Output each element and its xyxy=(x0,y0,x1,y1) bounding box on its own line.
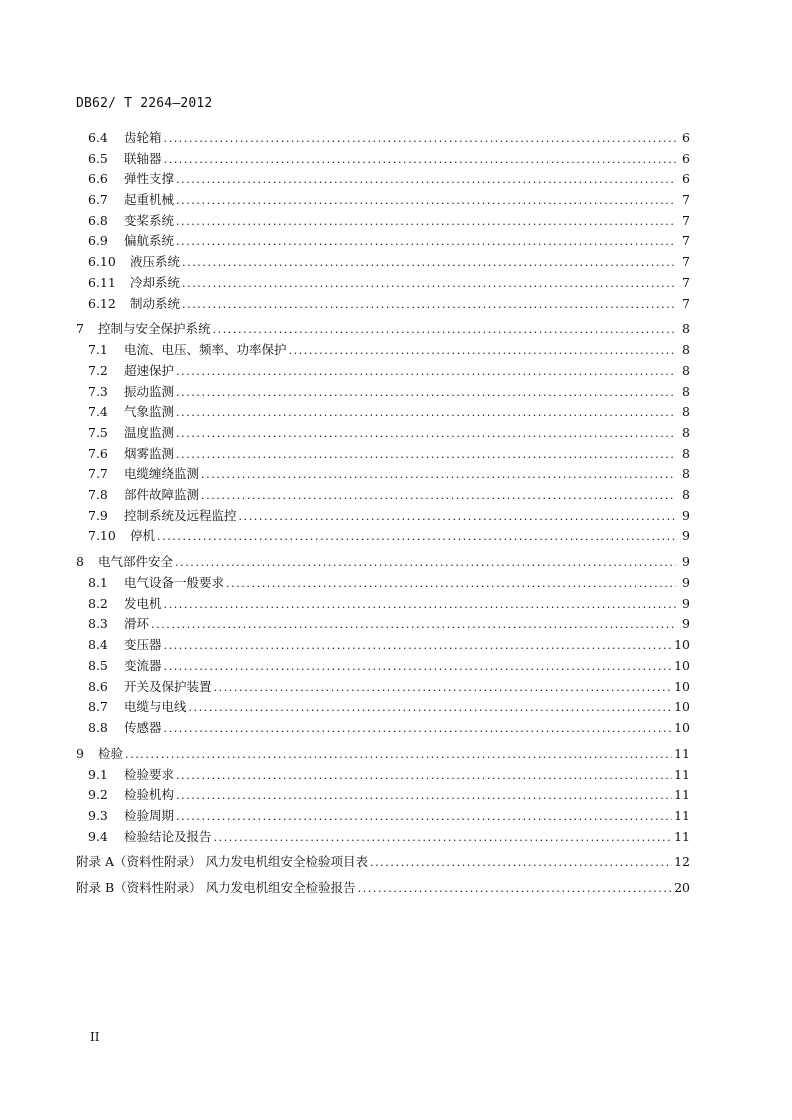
toc-entry-number: 6.12 xyxy=(88,295,116,311)
toc-leader-dots xyxy=(176,191,676,211)
toc-entry[interactable] xyxy=(76,273,690,294)
toc-entry-title: 起重机械 xyxy=(124,192,175,208)
toc-leader-dots xyxy=(358,879,672,899)
toc-entry-title: 电气设备一般要求 xyxy=(124,575,225,591)
toc-leader-dots xyxy=(370,853,672,873)
toc-entry[interactable] xyxy=(76,573,690,594)
toc-entry-number: 7.5 xyxy=(88,424,108,440)
toc-entry-title: 电缆与电线 xyxy=(124,699,187,715)
toc-entry-page: 7 xyxy=(682,233,690,249)
toc-entry-title: 检验结论及报告 xyxy=(124,828,212,844)
toc-entry-page: 8 xyxy=(682,342,690,358)
toc-leader-dots xyxy=(289,341,676,361)
toc-entry-page: 9 xyxy=(682,507,690,523)
toc-entry-number: 7.6 xyxy=(88,445,108,461)
toc-entry[interactable] xyxy=(76,149,690,170)
toc-entry[interactable] xyxy=(76,444,690,465)
toc-entry-number: 6.10 xyxy=(88,254,116,270)
toc-entry-title: 弹性支撑 xyxy=(124,171,175,187)
toc-leader-dots xyxy=(176,424,676,444)
toc-leader-dots xyxy=(182,274,676,294)
toc-entry-page: 6 xyxy=(682,150,690,166)
toc-leader-dots xyxy=(164,657,673,677)
toc-leader-dots xyxy=(176,786,672,806)
toc-leader-dots xyxy=(164,719,673,739)
toc-leader-dots xyxy=(226,574,676,594)
toc-entry-title: 传感器 xyxy=(124,719,162,735)
toc-entry[interactable] xyxy=(76,294,690,315)
toc-entry[interactable] xyxy=(76,526,690,547)
toc-entry-page: 9 xyxy=(682,616,690,632)
toc-entry-title: 滑环 xyxy=(124,616,150,632)
toc-entry-number: 6.9 xyxy=(88,233,108,249)
toc-entry-number: 8 xyxy=(76,554,84,570)
toc-entry-title: 停机 xyxy=(130,528,156,544)
toc-leader-dots xyxy=(176,383,676,403)
toc-entry-page: 7 xyxy=(682,212,690,228)
toc-entry[interactable] xyxy=(76,744,690,765)
toc-entry[interactable] xyxy=(76,464,690,485)
toc-entry[interactable] xyxy=(76,635,690,656)
toc-leader-dots xyxy=(213,320,676,340)
toc-appendix-entry[interactable] xyxy=(76,852,690,873)
toc-entry-page: 9 xyxy=(682,528,690,544)
toc-entry[interactable] xyxy=(76,361,690,382)
toc-entry-number: 8.2 xyxy=(88,595,108,611)
toc-leader-dots xyxy=(164,595,676,615)
toc-entry[interactable] xyxy=(76,552,690,573)
toc-entry-title: 偏航系统 xyxy=(124,233,175,249)
toc-entry-page: 8 xyxy=(682,466,690,482)
toc-entry-number: 6.4 xyxy=(88,130,108,145)
toc-entry-page: 8 xyxy=(682,487,690,502)
toc-entry-page: 10 xyxy=(674,637,690,653)
toc-leader-dots xyxy=(157,527,676,547)
toc-leader-dots xyxy=(151,615,676,635)
toc-entry-title: 控制与安全保护系统 xyxy=(98,321,211,337)
toc-entry[interactable] xyxy=(76,340,690,361)
toc-entry-number: 6.6 xyxy=(88,171,108,187)
toc-entry-title: 制动系统 xyxy=(130,295,181,311)
toc-entry-number: 7 xyxy=(76,321,84,337)
toc-entry-number: 8.3 xyxy=(88,616,108,632)
toc-entry-page: 10 xyxy=(674,719,690,735)
toc-entry[interactable] xyxy=(76,423,690,444)
toc-leader-dots xyxy=(239,507,676,527)
toc-entry-page: 8 xyxy=(682,321,690,337)
toc-entry[interactable] xyxy=(76,614,690,635)
toc-entry-title: 发电机 xyxy=(124,595,162,611)
toc-leader-dots xyxy=(176,212,676,232)
toc-entry-number: 7.10 xyxy=(88,528,116,544)
toc-entry-page: 8 xyxy=(682,404,690,420)
toc-entry-title: 电缆缠绕监测 xyxy=(124,466,200,482)
toc-entry[interactable] xyxy=(76,485,690,506)
toc-entry-number: 9 xyxy=(76,745,84,761)
toc-entry-page: 11 xyxy=(674,807,690,823)
toc-entry-page: 6 xyxy=(682,171,690,187)
toc-entry[interactable] xyxy=(76,231,690,252)
toc-leader-dots xyxy=(176,445,676,465)
toc-leader-dots xyxy=(176,232,676,252)
toc-entry-title: 检验周期 xyxy=(124,807,175,823)
toc-leader-dots xyxy=(176,170,676,190)
toc-entry-page: 7 xyxy=(682,295,690,311)
toc-leader-dots xyxy=(176,766,672,786)
toc-entry-number: 9.1 xyxy=(88,766,108,782)
toc-entry-number: 6.7 xyxy=(88,192,108,208)
toc-entry[interactable] xyxy=(76,211,690,232)
toc-entry-page: 20 xyxy=(674,880,690,896)
toc-entry-number: 8.7 xyxy=(88,699,108,715)
toc-leader-dots xyxy=(175,553,676,573)
toc-entry-number: 8.5 xyxy=(88,657,108,673)
toc-entry[interactable] xyxy=(76,677,690,698)
toc-entry[interactable] xyxy=(76,697,690,718)
toc-entry-page: 7 xyxy=(682,254,690,270)
toc-entry-page: 11 xyxy=(674,828,690,844)
toc-entry-number: 6.5 xyxy=(88,150,108,166)
toc-entry-title: 温度监测 xyxy=(124,424,175,440)
toc-entry-title: 部件故障监测 xyxy=(124,487,200,502)
toc-entry-page: 8 xyxy=(682,383,690,399)
toc-entry[interactable] xyxy=(76,656,690,677)
toc-leader-dots xyxy=(164,150,676,170)
toc-leader-dots xyxy=(164,636,673,656)
toc-entry-number: 7.7 xyxy=(88,466,108,482)
toc-entry[interactable] xyxy=(76,506,690,527)
toc-entry[interactable] xyxy=(76,252,690,273)
toc-entry-title: 烟雾监测 xyxy=(124,445,175,461)
toc-entry-number: 8.1 xyxy=(88,575,108,591)
toc-entry[interactable] xyxy=(76,169,690,190)
toc-leader-dots xyxy=(125,745,672,765)
toc-entry-page: 8 xyxy=(682,424,690,440)
toc-entry-page: 12 xyxy=(674,854,690,870)
toc-entry[interactable] xyxy=(76,785,690,806)
toc-leader-dots xyxy=(176,403,676,423)
toc-entry-page: 10 xyxy=(674,657,690,673)
toc-entry-title: 检验机构 xyxy=(124,787,175,803)
toc-entry-number: 7.3 xyxy=(88,383,108,399)
toc-entry-number: 8.8 xyxy=(88,719,108,735)
toc-entry[interactable] xyxy=(76,190,690,211)
toc-entry-title: 开关及保护装置 xyxy=(124,678,212,694)
toc-leader-dots xyxy=(182,295,676,315)
toc-entry-title: 冷却系统 xyxy=(130,274,181,290)
toc-entry[interactable] xyxy=(76,319,690,340)
toc-entry-number: 7.2 xyxy=(88,362,108,378)
toc-entry-page: 10 xyxy=(674,678,690,694)
toc-entry[interactable] xyxy=(76,827,690,848)
toc-entry-number: 9.3 xyxy=(88,807,108,823)
toc-entry-page: 11 xyxy=(674,787,690,803)
document-header: DB62/ T 2264—2012 xyxy=(76,96,213,111)
toc-entry[interactable] xyxy=(76,128,690,149)
toc-entry-number: 6.11 xyxy=(88,274,116,290)
toc-entry-title: 控制系统及远程监控 xyxy=(124,507,237,523)
toc-entry-number: 7.1 xyxy=(88,342,108,358)
page-number-footer: II xyxy=(90,1030,100,1044)
toc-entry-title: 检验 xyxy=(98,745,124,761)
toc-leader-dots xyxy=(201,465,676,485)
toc-entry-number: 7.4 xyxy=(88,404,108,420)
toc-entry-page: 7 xyxy=(682,192,690,208)
toc-entry-number: 8.6 xyxy=(88,678,108,694)
toc-entry-number: 9.4 xyxy=(88,828,108,844)
toc-entry-title: 振动监测 xyxy=(124,383,175,399)
toc-entry-title: 附录 A（资料性附录） 风力发电机组安全检验项目表 xyxy=(76,854,368,870)
toc-entry-page: 11 xyxy=(674,766,690,782)
toc-entry-page: 11 xyxy=(674,745,690,761)
toc-entry[interactable] xyxy=(76,382,690,403)
toc-leader-dots xyxy=(176,807,672,827)
toc-entry-page: 10 xyxy=(674,699,690,715)
toc-entry-page: 9 xyxy=(682,575,690,591)
toc-entry-title: 变流器 xyxy=(124,657,162,673)
toc-entry-title: 液压系统 xyxy=(130,254,181,270)
toc-entry[interactable] xyxy=(76,594,690,615)
toc-entry-page: 8 xyxy=(682,362,690,378)
toc-entry-number: 8.4 xyxy=(88,637,108,653)
toc-leader-dots xyxy=(214,678,673,698)
toc-entry-title: 变桨系统 xyxy=(124,212,175,228)
toc-entry-number: 7.9 xyxy=(88,507,108,523)
toc-entry-page: 9 xyxy=(682,595,690,611)
toc-entry-page: 7 xyxy=(682,274,690,290)
toc-entry-page: 8 xyxy=(682,445,690,461)
toc-entry[interactable] xyxy=(76,718,690,739)
toc-entry[interactable] xyxy=(76,402,690,423)
toc-leader-dots xyxy=(182,253,676,273)
toc-appendix-entry[interactable] xyxy=(76,878,690,899)
toc-leader-dots xyxy=(201,486,676,506)
toc-entry[interactable] xyxy=(76,806,690,827)
toc-entry-title: 变压器 xyxy=(124,637,162,653)
toc-entry-page: 9 xyxy=(682,554,690,570)
toc-entry-title: 电气部件安全 xyxy=(98,554,174,570)
toc-entry-title: 超速保护 xyxy=(124,362,175,378)
toc-entry-title: 联轴器 xyxy=(124,150,162,166)
table-of-contents xyxy=(76,128,690,899)
toc-entry-title: 齿轮箱 xyxy=(124,130,162,145)
toc-entry-number: 9.2 xyxy=(88,787,108,803)
toc-entry-title: 气象监测 xyxy=(124,404,175,420)
toc-entry[interactable] xyxy=(76,765,690,786)
toc-entry-number: 6.8 xyxy=(88,212,108,228)
toc-leader-dots xyxy=(164,129,676,149)
toc-entry-number: 7.8 xyxy=(88,487,108,502)
toc-leader-dots xyxy=(189,698,673,718)
toc-entry-page: 6 xyxy=(682,130,690,145)
toc-entry-title: 电流、电压、频率、功率保护 xyxy=(124,342,287,358)
toc-entry-title: 检验要求 xyxy=(124,766,175,782)
toc-entry-title: 附录 B（资料性附录） 风力发电机组安全检验报告 xyxy=(76,880,356,896)
toc-leader-dots xyxy=(214,828,673,848)
toc-leader-dots xyxy=(176,362,676,382)
